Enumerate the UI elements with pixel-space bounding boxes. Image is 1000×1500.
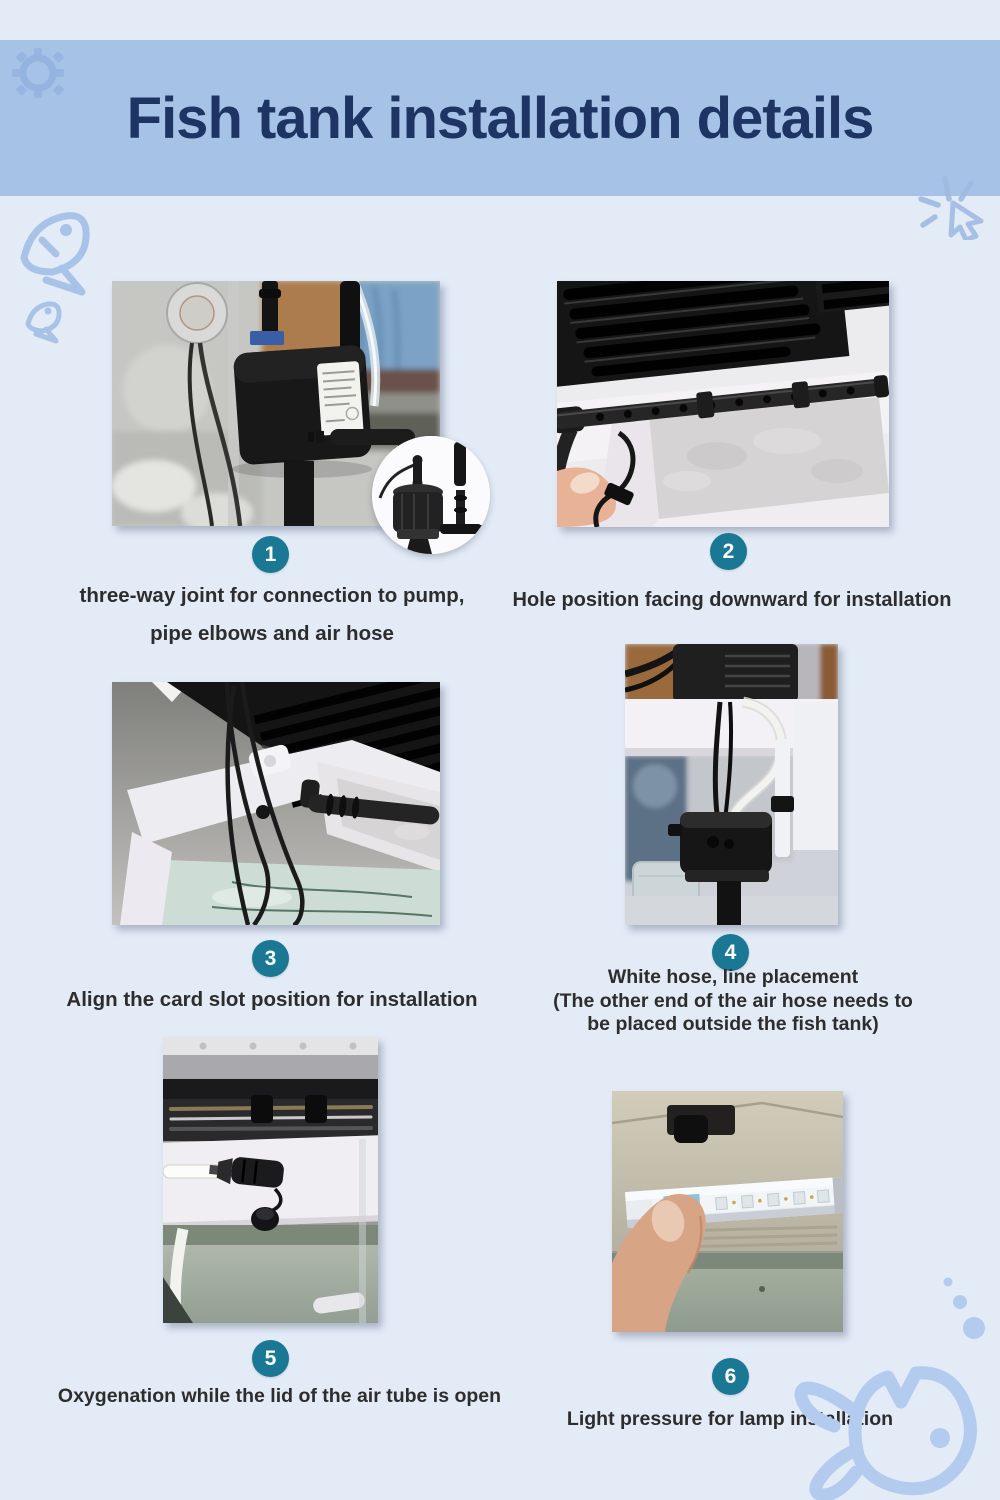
caption-line: White hose, line placement bbox=[607, 966, 859, 988]
caption-line: Oxygenation while the lid of the air tube is open bbox=[57, 1385, 502, 1407]
step-2-photo bbox=[557, 281, 889, 527]
fish-doodle-icons bbox=[6, 200, 111, 350]
step-2-number-badge: 2 bbox=[710, 533, 747, 570]
pump-parts-inset-illustration bbox=[372, 436, 490, 554]
spray-bar-holes-downward-photo bbox=[557, 281, 889, 527]
step-1-caption bbox=[22, 577, 522, 653]
caption-line: Hole position facing downward for installation bbox=[512, 589, 952, 611]
caption-line: (The other end of the air hose needs to bbox=[553, 989, 913, 1012]
card-slot-alignment-photo bbox=[112, 682, 440, 925]
step-4-caption bbox=[483, 966, 983, 1037]
page-title: Fish tank installation details bbox=[126, 85, 874, 151]
step-6-number-badge: 6 bbox=[712, 1358, 749, 1395]
step-3-caption bbox=[22, 987, 522, 1013]
step-5-caption bbox=[22, 1384, 537, 1408]
fish-outline-icon bbox=[788, 1268, 995, 1500]
caption-line: three-way joint for connection to pump, bbox=[79, 584, 465, 607]
caption-line: Align the card slot position for installation bbox=[66, 988, 478, 1011]
white-hose-line-placement-photo bbox=[625, 644, 838, 925]
step-4-number-badge: 4 bbox=[712, 934, 749, 971]
step-2-caption bbox=[482, 587, 982, 613]
caption-line: Light pressure for lamp installation bbox=[566, 1408, 894, 1430]
step-3-number-badge: 3 bbox=[252, 940, 289, 977]
caption-line: be placed outside the fish tank) bbox=[587, 1013, 879, 1035]
step-1-number-badge: 1 bbox=[252, 536, 289, 573]
air-tube-lid-open-photo bbox=[163, 1037, 378, 1323]
caption-line: pipe elbows and air hose bbox=[150, 622, 394, 645]
step-5-number-badge: 5 bbox=[252, 1340, 289, 1377]
step-1-inset-photo bbox=[372, 436, 490, 554]
bubbles-icon bbox=[944, 1278, 986, 1340]
step-5-photo bbox=[163, 1037, 378, 1323]
step-4-photo bbox=[625, 644, 838, 925]
step-3-photo bbox=[112, 682, 440, 925]
